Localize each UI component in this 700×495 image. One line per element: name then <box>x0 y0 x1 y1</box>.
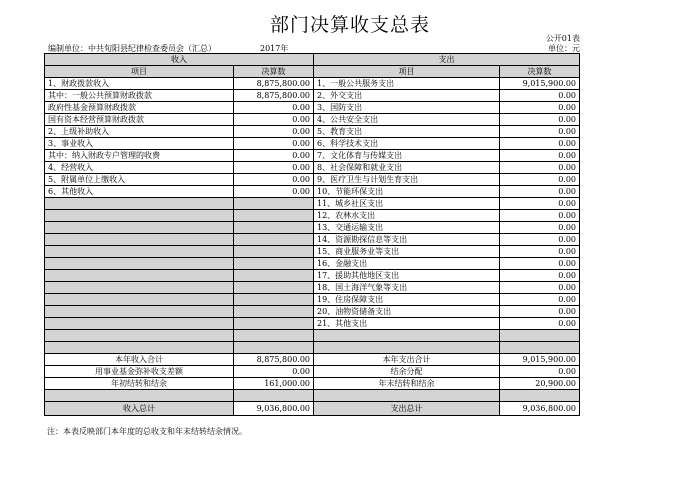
table-row <box>45 138 580 150</box>
table-row <box>45 126 580 138</box>
income-value: 0.00 <box>234 138 314 150</box>
income-value-empty <box>234 330 314 342</box>
income-item-empty <box>45 234 234 246</box>
total-row <box>45 354 580 366</box>
table-row <box>45 258 580 270</box>
expense-value: 0.00 <box>500 306 580 318</box>
income-header: 收入 <box>45 54 314 66</box>
table-row <box>45 234 580 246</box>
expense-item-header: 项目 <box>314 66 500 78</box>
income-item-empty <box>45 258 234 270</box>
expense-value: 0.00 <box>500 162 580 174</box>
table-row <box>45 270 580 282</box>
expense-item: 9、医疗卫生与计划生育支出 <box>314 174 500 186</box>
income-total-label: 用事业基金弥补收支差额 <box>45 366 234 378</box>
income-item: 其中：一般公共预算财政拨款 <box>45 90 234 102</box>
expense-item: 7、文化体育与传媒支出 <box>314 150 500 162</box>
income-item-empty <box>45 306 234 318</box>
income-value: 0.00 <box>234 162 314 174</box>
grand-expense-value: 9,036,800.00 <box>500 402 580 416</box>
income-value: 8,875,800.00 <box>234 90 314 102</box>
income-item-empty <box>45 198 234 210</box>
expense-value: 0.00 <box>500 186 580 198</box>
expense-item: 20、油物资储备支出 <box>314 306 500 318</box>
income-item-empty <box>45 330 234 342</box>
expense-value: 0.00 <box>500 198 580 210</box>
expense-item: 8、社会保障和就业支出 <box>314 162 500 174</box>
income-value: 0.00 <box>234 126 314 138</box>
summary-table <box>44 53 580 416</box>
expense-value: 0.00 <box>500 258 580 270</box>
expense-item: 1、一般公共服务支出 <box>314 78 500 90</box>
expense-item: 16、金融支出 <box>314 258 500 270</box>
table-row <box>45 102 580 114</box>
expense-value: 0.00 <box>500 294 580 306</box>
expense-item: 18、国土海洋气象等支出 <box>314 282 500 294</box>
income-item: 2、上级补助收入 <box>45 126 234 138</box>
expense-total-value: 9,015,900.00 <box>500 354 580 366</box>
income-total-label: 年初结转和结余 <box>45 378 234 390</box>
table-row <box>45 222 580 234</box>
income-value-empty <box>234 222 314 234</box>
expense-value: 0.00 <box>500 138 580 150</box>
income-value-empty <box>234 342 314 354</box>
expense-item: 2、外交支出 <box>314 90 500 102</box>
expense-total-label: 本年支出合计 <box>314 354 500 366</box>
income-item: 6、其他收入 <box>45 186 234 198</box>
expense-item: 6、科学技术支出 <box>314 138 500 150</box>
expense-item: 10、节能环保支出 <box>314 186 500 198</box>
grand-income-value: 9,036,800.00 <box>234 402 314 416</box>
income-item-empty <box>45 294 234 306</box>
income-value-empty <box>234 258 314 270</box>
income-value: 8,875,800.00 <box>234 78 314 90</box>
table-row <box>45 198 580 210</box>
income-total-value: 161,000.00 <box>234 378 314 390</box>
expense-value: 0.00 <box>500 282 580 294</box>
income-value-empty <box>234 294 314 306</box>
income-item: 政府性基金预算财政拨款 <box>45 102 234 114</box>
spacer-cell <box>500 390 580 402</box>
expense-value: 0.00 <box>500 246 580 258</box>
expense-item: 21、其他支出 <box>314 318 500 330</box>
income-value-empty <box>234 210 314 222</box>
form-id: 公开01表 <box>545 34 580 43</box>
table-row <box>45 210 580 222</box>
income-amount-header: 决算数 <box>234 66 314 78</box>
income-item: 3、事业收入 <box>45 138 234 150</box>
table-row <box>45 186 580 198</box>
expense-item-empty <box>314 342 500 354</box>
expense-value: 0.00 <box>500 90 580 102</box>
expense-value: 0.00 <box>500 234 580 246</box>
expense-item: 19、住房保障支出 <box>314 294 500 306</box>
expense-total-label: 结余分配 <box>314 366 500 378</box>
expense-value: 0.00 <box>500 318 580 330</box>
table-row <box>45 78 580 90</box>
expense-item: 17、援助其他地区支出 <box>314 270 500 282</box>
expense-value: 0.00 <box>500 102 580 114</box>
table-row <box>45 114 580 126</box>
expense-value-empty <box>500 342 580 354</box>
expense-amount-header: 决算数 <box>500 66 580 78</box>
income-value-empty <box>234 198 314 210</box>
total-row <box>45 366 580 378</box>
expense-value: 0.00 <box>500 222 580 234</box>
income-item-empty <box>45 318 234 330</box>
income-item-empty <box>45 210 234 222</box>
total-row <box>45 378 580 390</box>
income-item-empty <box>45 246 234 258</box>
table-row <box>45 294 580 306</box>
expense-total-value: 20,900.00 <box>500 378 580 390</box>
income-total-value: 8,875,800.00 <box>234 354 314 366</box>
table-row <box>45 174 580 186</box>
income-total-label: 本年收入合计 <box>45 354 234 366</box>
table-row <box>45 162 580 174</box>
income-value: 0.00 <box>234 102 314 114</box>
expense-value: 0.00 <box>500 270 580 282</box>
expense-total-value: 0.00 <box>500 366 580 378</box>
income-value-empty <box>234 282 314 294</box>
spacer-cell <box>234 390 314 402</box>
income-value: 0.00 <box>234 114 314 126</box>
income-item: 4、经营收入 <box>45 162 234 174</box>
expense-item: 3、国防支出 <box>314 102 500 114</box>
spacer-row <box>45 390 580 402</box>
expense-item: 5、教育支出 <box>314 126 500 138</box>
expense-value: 0.00 <box>500 114 580 126</box>
income-item: 其中：纳入财政专户管理的收费 <box>45 150 234 162</box>
income-value-empty <box>234 270 314 282</box>
expense-value: 9,015,900.00 <box>500 78 580 90</box>
income-item: 国有资本经营预算财政拨款 <box>45 114 234 126</box>
page-title: 部门决算收支总表 <box>269 14 430 36</box>
expense-item-empty <box>314 330 500 342</box>
unit-label: 单位：元 <box>548 44 580 53</box>
grand-expense-label: 支出总计 <box>314 402 500 416</box>
expense-item: 11、城乡社区支出 <box>314 198 500 210</box>
income-total-value: 0.00 <box>234 366 314 378</box>
expense-header: 支出 <box>314 54 580 66</box>
org-name: 编制单位：中共旬阳县纪律检查委员会（汇总） <box>48 44 216 53</box>
income-item-header: 项目 <box>45 66 234 78</box>
income-value-empty <box>234 318 314 330</box>
table-row <box>45 306 580 318</box>
table-row <box>45 90 580 102</box>
expense-item: 12、农林水支出 <box>314 210 500 222</box>
income-item: 1、财政拨款收入 <box>45 78 234 90</box>
expense-item: 4、公共安全支出 <box>314 114 500 126</box>
expense-value: 0.00 <box>500 210 580 222</box>
expense-item: 13、交通运输支出 <box>314 222 500 234</box>
table-row <box>45 318 580 330</box>
income-value-empty <box>234 246 314 258</box>
table-row <box>45 246 580 258</box>
income-item-empty <box>45 222 234 234</box>
table-row <box>45 342 580 354</box>
grand-total-row <box>45 402 580 416</box>
expense-value: 0.00 <box>500 126 580 138</box>
income-item-empty <box>45 282 234 294</box>
income-item-empty <box>45 270 234 282</box>
table-row <box>45 282 580 294</box>
income-value-empty <box>234 306 314 318</box>
income-value: 0.00 <box>234 174 314 186</box>
expense-item: 14、资源勘探信息等支出 <box>314 234 500 246</box>
expense-value: 0.00 <box>500 150 580 162</box>
income-item: 5、附属单位上缴收入 <box>45 174 234 186</box>
year: 2017年 <box>260 44 289 53</box>
income-value: 0.00 <box>234 186 314 198</box>
grand-income-label: 收入总计 <box>45 402 234 416</box>
expense-total-label: 年末结转和结余 <box>314 378 500 390</box>
expense-item: 15、商业服务业等支出 <box>314 246 500 258</box>
income-value: 0.00 <box>234 150 314 162</box>
spacer-cell <box>45 390 234 402</box>
expense-value: 0.00 <box>500 174 580 186</box>
income-value-empty <box>234 234 314 246</box>
table-row <box>45 330 580 342</box>
expense-value-empty <box>500 330 580 342</box>
spacer-cell <box>314 390 500 402</box>
footnote: 注：本表反映部门本年度的总收支和年末结转结余情况。 <box>47 427 247 436</box>
income-item-empty <box>45 342 234 354</box>
table-row <box>45 150 580 162</box>
